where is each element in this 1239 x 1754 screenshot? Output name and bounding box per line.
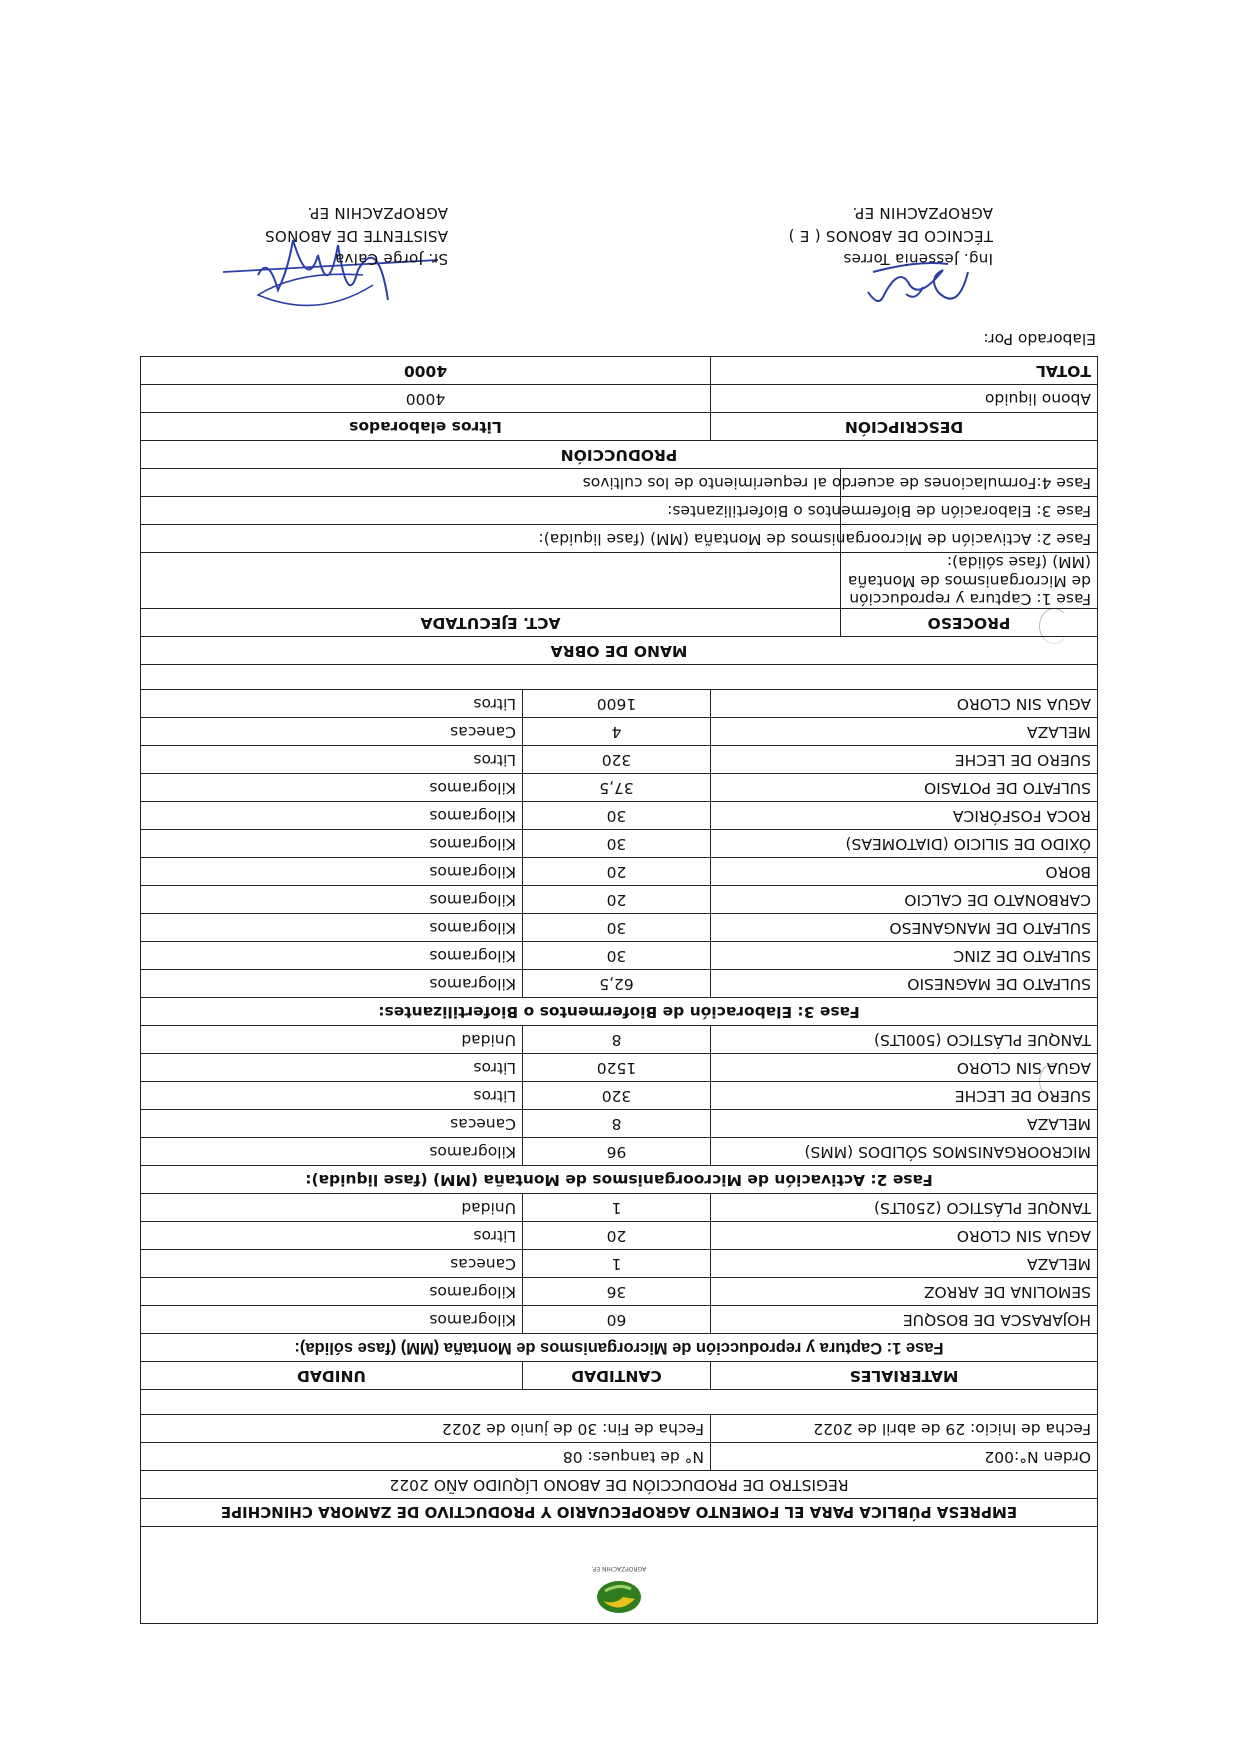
material-name: TANQUE PLÁSTICO (500LTS): [711, 1026, 1098, 1054]
total-value: 4000: [141, 357, 711, 385]
material-name: SULFATO DE MAGNESIO: [711, 970, 1098, 998]
material-row: [140, 1306, 1097, 1334]
material-unit: Unidad: [140, 1026, 522, 1054]
signer-name: Sr. Jorge Calva: [334, 250, 448, 269]
material-name: SULFATO DE POTASIO: [711, 774, 1098, 802]
material-quantity: 30: [523, 914, 711, 942]
material-name: SUERO DE LECHE: [711, 746, 1098, 774]
material-unit: Litros: [140, 690, 522, 718]
labor-process: Fase 2: Activación de Microorganismos de Montaña (MM) (fase liquida):: [841, 524, 1098, 552]
material-quantity: 96: [523, 1138, 711, 1166]
unit-header: UNIDAD: [140, 1362, 522, 1390]
material-quantity: 37,5: [523, 774, 711, 802]
signer-name: Ing. Jessenia Torres: [843, 250, 993, 269]
material-row: [140, 1138, 1097, 1166]
material-unit: Kilogramos: [140, 1138, 522, 1166]
material-name: SEMOLINA DE ARROZ: [711, 1278, 1098, 1306]
signatures: [141, 130, 1098, 330]
material-row: [140, 942, 1097, 970]
material-unit: Kilogramos: [140, 774, 522, 802]
production-register: [141, 130, 1098, 1624]
material-quantity: 20: [523, 858, 711, 886]
material-row: [140, 1222, 1097, 1250]
labor-activity: [141, 552, 841, 609]
material-row: [140, 1194, 1097, 1222]
material-unit: Canecas: [140, 1250, 522, 1278]
materials-header: MATERIALES: [711, 1362, 1098, 1390]
material-quantity: 20: [523, 1222, 711, 1250]
phase3-materials: [140, 690, 1097, 998]
labor-process: Fase 3: Elaboración de Biofermentos o Biofertilizantes:: [841, 496, 1098, 524]
company-name: EMPRESA PÚBLICA PARA EL FOMENTO AGROPECUARIO Y PRODUCTIVO DE ZAMORA CHINCHIPE: [140, 1499, 1097, 1527]
phase3-title: Fase 3: Elaboración de Biofermentos o Biofertilizantes:: [140, 998, 1097, 1026]
signer-org: AGROPZACHIN EP.: [852, 204, 993, 223]
phase1-materials: [140, 1194, 1097, 1334]
material-name: MICROORGANISMOS SÓLIDOS (MMS): [711, 1138, 1098, 1166]
production-table: [140, 356, 1098, 469]
material-unit: Kilogramos: [140, 802, 522, 830]
material-unit: Litros: [140, 1082, 522, 1110]
production-description: Abono liquido: [711, 385, 1098, 413]
order-number: Orden N°:002: [711, 1443, 1098, 1471]
signer-role: ASISTENTE DE ABONOS: [264, 227, 448, 246]
material-row: [140, 1250, 1097, 1278]
material-row: [140, 1082, 1097, 1110]
description-header: DESCRIPCIÓN: [711, 413, 1098, 441]
material-row: [140, 914, 1097, 942]
material-unit: Kilogramos: [140, 830, 522, 858]
material-name: MELAZA: [711, 1110, 1098, 1138]
material-unit: Kilogramos: [140, 942, 522, 970]
signer-role: TÉCNICO DE ABONOS ( E ): [788, 227, 993, 246]
material-row: [140, 970, 1097, 998]
material-row: [140, 1026, 1097, 1054]
material-unit: Kilogramos: [140, 970, 522, 998]
spacer-row: [140, 665, 1097, 690]
agropzachin-logo-icon: [593, 1577, 645, 1619]
material-name: SUERO DE LECHE: [711, 1082, 1098, 1110]
signer-org: AGROPZACHIN EP.: [307, 204, 448, 223]
material-quantity: 1600: [523, 690, 711, 718]
material-quantity: 36: [523, 1278, 711, 1306]
material-row: [140, 690, 1097, 718]
spacer-row: [140, 1390, 1097, 1415]
material-row: [140, 746, 1097, 774]
end-date: Fecha de Fin: 30 de junio de 2022: [140, 1415, 710, 1443]
material-quantity: 8: [523, 1026, 711, 1054]
material-row: [140, 830, 1097, 858]
register-title: REGISTRO DE PRODUCCIÓN DE ABONO LÍQUIDO AÑO 2022: [140, 1471, 1097, 1499]
material-quantity: 320: [523, 746, 711, 774]
material-row: [140, 1278, 1097, 1306]
material-unit: Kilogramos: [140, 886, 522, 914]
material-name: AGUA SIN CLORO: [711, 690, 1098, 718]
quantity-header: CANTIDAD: [523, 1362, 711, 1390]
phase2-materials: [140, 1026, 1097, 1166]
material-name: ÓXIDO DE SILICIO (DIATOMEAS): [711, 830, 1098, 858]
phase2-title: Fase 2: Activación de Microorganismos de Montaña (MM) (fase liquida):: [140, 1166, 1097, 1194]
activity-header: ACT. EJECUTADA: [141, 609, 841, 637]
material-quantity: 30: [523, 830, 711, 858]
material-quantity: 20: [523, 886, 711, 914]
register-table: [140, 664, 1098, 1624]
material-unit: Kilogramos: [140, 914, 522, 942]
start-date: Fecha de Inicio: 29 de abril de 2022: [711, 1415, 1098, 1443]
material-name: TANQUE PLÁSTICO (250LTS): [711, 1194, 1098, 1222]
material-unit: Kilogramos: [140, 858, 522, 886]
material-quantity: 8: [523, 1110, 711, 1138]
material-unit: Kilogramos: [140, 1278, 522, 1306]
material-quantity: 30: [523, 802, 711, 830]
process-header: PROCESO: [841, 609, 1098, 637]
material-name: AGUA SIN CLORO: [711, 1054, 1098, 1082]
liters-header: Litros elaborados: [141, 413, 711, 441]
material-unit: Canecas: [140, 718, 522, 746]
material-quantity: 30: [523, 942, 711, 970]
material-row: [140, 802, 1097, 830]
material-name: SULFATO DE ZINC: [711, 942, 1098, 970]
labor-title: MANO DE OBRA: [141, 637, 1098, 665]
labor-process: Fase 1: Captura y reproducción de Microrganismos de Montaña (MM) (fase sólida):: [841, 552, 1098, 609]
material-quantity: 60: [523, 1306, 711, 1334]
material-name: CARBONATO DE CALCIO: [711, 886, 1098, 914]
material-unit: Kilogramos: [140, 1306, 522, 1334]
material-quantity: 1: [523, 1194, 711, 1222]
material-row: [140, 718, 1097, 746]
material-row: [140, 1054, 1097, 1082]
phase1-title: Fase 1: Captura y reproducción de Microrganismos de Montaña (MM) (fase sólida):: [140, 1334, 1097, 1362]
material-quantity: 1: [523, 1250, 711, 1278]
material-unit: Litros: [140, 1054, 522, 1082]
prepared-by-label: Elaborado Por:: [983, 330, 1096, 349]
production-title: PRODUCCIÓN: [141, 441, 1098, 469]
material-unit: Litros: [140, 746, 522, 774]
material-name: AGUA SIN CLORO: [711, 1222, 1098, 1250]
logo-cell: [140, 1527, 1097, 1624]
material-quantity: 320: [523, 1082, 711, 1110]
material-name: MELAZA: [711, 1250, 1098, 1278]
signature-right: [265, 201, 448, 270]
material-row: [140, 774, 1097, 802]
signature-left: [788, 201, 993, 270]
tank-count: N° de tanques: 08: [140, 1443, 710, 1471]
logo-text: AGROPZACHIN EP.: [591, 1565, 647, 1573]
material-quantity: 62,5: [523, 970, 711, 998]
material-unit: Canecas: [140, 1110, 522, 1138]
material-name: MELAZA: [711, 718, 1098, 746]
material-quantity: 1520: [523, 1054, 711, 1082]
material-unit: Litros: [140, 1222, 522, 1250]
material-quantity: 4: [523, 718, 711, 746]
labor-process: Fase 4:Formulaciones de acuerdo al requerimiento de los cultivos: [841, 468, 1098, 496]
material-name: HOJARASCA DE BOSQUE: [711, 1306, 1098, 1334]
production-liters: 4000: [141, 385, 711, 413]
material-name: ROCA FOSFÓRICA: [711, 802, 1098, 830]
labor-table: [140, 468, 1098, 666]
total-label: TOTAL: [711, 357, 1098, 385]
material-name: BORO: [711, 858, 1098, 886]
material-row: [140, 886, 1097, 914]
material-row: [140, 1110, 1097, 1138]
material-unit: Unidad: [140, 1194, 522, 1222]
material-row: [140, 858, 1097, 886]
material-name: SULFATO DE MANGANESO: [711, 914, 1098, 942]
